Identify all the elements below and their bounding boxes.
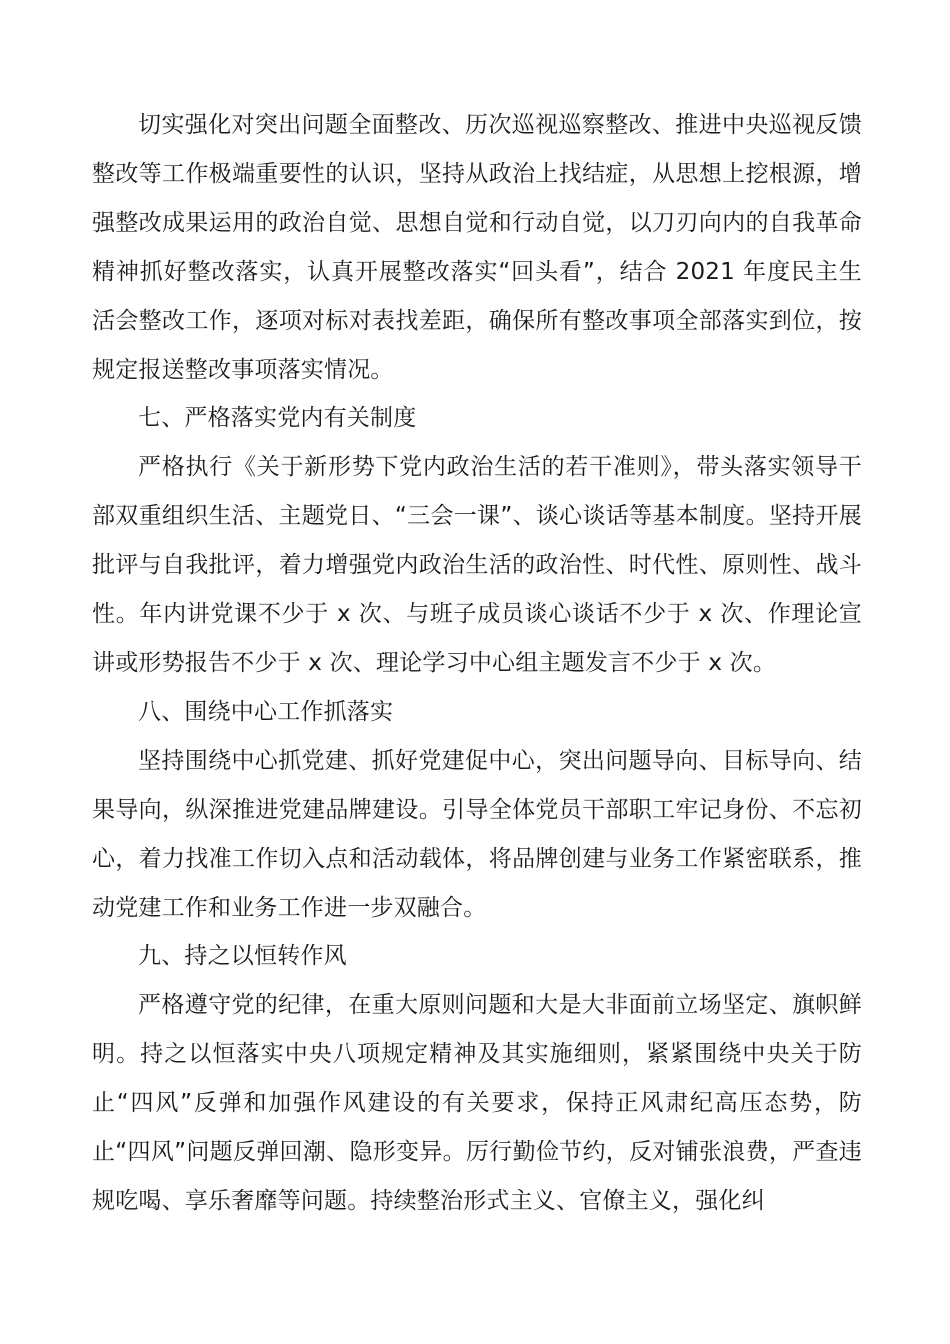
section-heading-9: 九、持之以恒转作风 xyxy=(138,943,347,970)
paragraph-party-rules: 严格执行《关于新形势下党内政治生活的若干准则》，带头落实领导干部双重组织生活、主题党日、“三会一课”、谈心谈话等基本制度。坚持开展批评与自我批评，着力增强党内政治生活的政治性、时代性、原则性、战斗性。年内讲党课不少于 x 次、与班子成员谈心谈话不少于 x 次、作理论宣讲或形势报告不少于 x 次、理论学习中心组主题发言不少于 x 次。 xyxy=(92,454,862,676)
document-body xyxy=(92,101,862,1226)
section-heading-7: 七、严格落实党内有关制度 xyxy=(138,405,417,432)
paragraph-central-work: 坚持围绕中心抓党建、抓好党建促中心，突出问题导向、目标导向、结果导向，纵深推进党建品牌建设。引导全体党员干部职工牢记身份、不忘初心，着力找准工作切入点和活动载体，将品牌创建与业务工作紧密联系，推动党建工作和业务工作进一步双融合。 xyxy=(92,747,862,921)
paragraph-rectification: 切实强化对突出问题全面整改、历次巡视巡察整改、推进中央巡视反馈整改等工作极端重要性的认识，坚持从政治上找结症，从思想上挖根源，增强整改成果运用的政治自觉、思想自觉和行动自觉，以刀刃向内的自我革命精神抓好整改落实，认真开展整改落实“回头看”，结合 2021 年度民主生活会整改工作，逐项对标对表找差距，确保所有整改事项全部落实到位，按规定报送整改事项落实情况。 xyxy=(92,112,862,383)
section-heading-8: 八、围绕中心工作抓落实 xyxy=(138,698,394,725)
paragraph-work-style: 严格遵守党的纪律，在重大原则问题和大是大非面前立场坚定、旗帜鲜明。持之以恒落实中央八项规定精神及其实施细则，紧紧围绕中央关于防止“四风”反弹和加强作风建设的有关要求，保持正风肃纪高压态势，防止“四风”问题反弹回潮、隐形变异。厉行勤俭节约，反对铺张浪费，严查违规吃喝、享乐奢靡等问题。持续整治形式主义、官僚主义，强化纠 xyxy=(92,992,862,1214)
